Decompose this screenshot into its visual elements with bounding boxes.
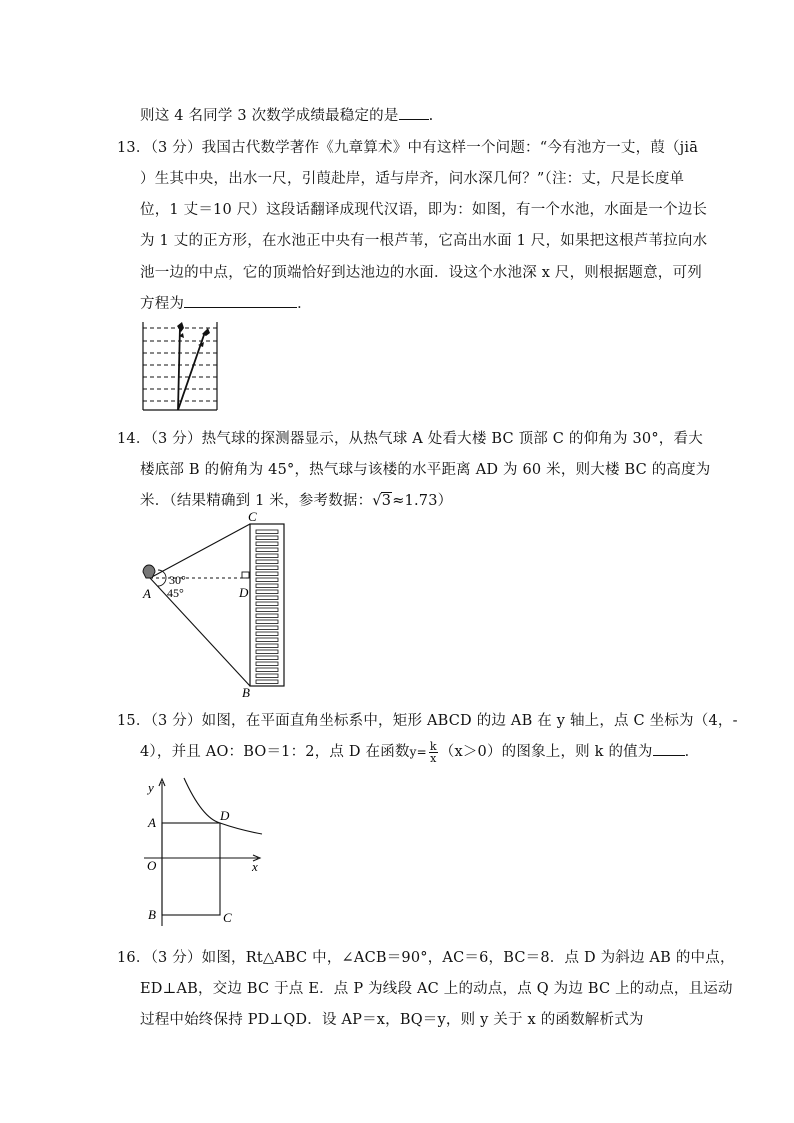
- q15-number: 15．: [117, 713, 151, 729]
- building-window: [256, 656, 278, 660]
- building-window: [256, 602, 278, 606]
- q13-pond-figure: [138, 318, 222, 414]
- building-window: [256, 638, 278, 642]
- label-D: D: [239, 585, 249, 600]
- label-C: C: [248, 510, 257, 524]
- q12-tail: 则这 4 名同学 3 次数学成绩最稳定的是 .: [140, 104, 433, 125]
- building-window: [256, 668, 278, 672]
- q15-answer-blank[interactable]: [653, 741, 685, 756]
- q14-building-figure: [138, 510, 298, 698]
- angle-30-label: 30°: [169, 573, 186, 587]
- building-window: [256, 614, 278, 618]
- building-window: [256, 542, 278, 546]
- q15-line-2: 4），并且 AO：BO＝1：2，点 D 在函数y= $\frac{k}{x}$ （x＞0）的图象上，则 k 的值为 ．: [140, 739, 700, 765]
- building-window: [256, 530, 278, 534]
- building-window: [256, 548, 278, 552]
- building-window: [256, 620, 278, 624]
- point-C-label: C: [223, 910, 232, 925]
- building-window: [256, 626, 278, 630]
- point-A-label: A: [148, 815, 156, 830]
- building-window: [256, 584, 278, 588]
- sqrt-sign: √: [372, 493, 382, 509]
- q14-line-3: 米．（结果精确到 1 米，参考数据：√3≈1.73）: [140, 493, 453, 509]
- building-window: [256, 578, 278, 582]
- building-window: [256, 650, 278, 654]
- q15-line-1: 15．（3 分）如图，在平面直角坐标系中，矩形 ABCD 的边 AB 在 y 轴上，点 C 坐标为（4，-: [117, 713, 738, 729]
- building-window: [256, 680, 278, 684]
- q16-number: 16．: [117, 950, 151, 966]
- point-B-label: B: [148, 907, 156, 922]
- q13-line-5: 池一边的中点，它的顶端恰好到达池边的水面．设这个水池深 x 尺，则根据题意，可列: [140, 265, 702, 281]
- building-window: [256, 674, 278, 678]
- building-windows: [256, 530, 278, 684]
- q13-line-6: 方程为 ．: [140, 292, 312, 313]
- point-D-label: D: [220, 808, 230, 823]
- q13-line-4: 为 1 丈的正方形，在水池正中央有一根芦苇，它高出水面 1 尺，如果把这根芦苇拉向水: [140, 233, 708, 249]
- q13-score: （3 分）: [150, 140, 202, 156]
- building-window: [256, 572, 278, 576]
- q16-score: （3 分）: [150, 950, 202, 966]
- q16-line-2: ED⊥AB，交边 BC 于点 E．点 P 为线段 AC 上的动点，点 Q 为边 BC 上的动点，且运动: [140, 981, 733, 997]
- building-window: [256, 590, 278, 594]
- q16-line-3: 过程中始终保持 PD⊥QD．设 AP＝x，BQ＝y，则 y 关于 x 的函数解析式为: [140, 1012, 644, 1028]
- angle-45-label: 45°: [167, 586, 184, 600]
- q15-score: （3 分）: [150, 713, 202, 729]
- building-window: [256, 632, 278, 636]
- building-window: [256, 554, 278, 558]
- q13-line-3: 位，1 丈＝10 尺）这段话翻译成现代汉语，即为：如图，有一个水池，水面是一个边长: [140, 202, 708, 218]
- q14-number: 14．: [117, 431, 151, 447]
- origin-label: O: [147, 858, 157, 873]
- building-window: [256, 608, 278, 612]
- q13-number: 13．: [117, 140, 151, 156]
- q12-answer-blank[interactable]: [399, 105, 429, 120]
- label-B: B: [242, 685, 250, 698]
- q13-answer-blank[interactable]: [184, 293, 297, 308]
- building-window: [256, 560, 278, 564]
- building-window: [256, 566, 278, 570]
- building-window: [256, 536, 278, 540]
- axis-y-label: y: [148, 780, 154, 795]
- k-over-x-fraction: $\frac{k}{x}$: [429, 739, 437, 765]
- q14-line-1: 14．（3 分）热气球的探测器显示，从热气球 A 处看大楼 BC 顶部 C 的仰角为 30°，看大: [117, 431, 703, 447]
- label-A: A: [143, 586, 151, 601]
- q14-line-2: 楼底部 B 的俯角为 45°，热气球与该楼的水平距离 AD 为 60 米，则大楼 BC 的高度为: [140, 462, 711, 478]
- q16-line-1: 16．（3 分）如图，Rt△ABC 中，∠ACB＝90°，AC＝6，BC＝8．点 D 为斜边 AB 的中点，: [117, 950, 735, 966]
- building-window: [256, 644, 278, 648]
- q15-coordinate-figure: [140, 774, 280, 930]
- axis-x-label: x: [252, 859, 258, 874]
- building-window: [256, 596, 278, 600]
- q13-line-2: ）生其中央，出水一尺，引葭赴岸，适与岸齐，问水深几何？”（注：丈，尺是长度单: [140, 171, 685, 187]
- q13-line-1: 13．（3 分）我国古代数学著作《九章算术》中有这样一个问题：“今有池方一丈，葭（jiā: [117, 140, 699, 156]
- building-window: [256, 662, 278, 666]
- q14-score: （3 分）: [150, 431, 202, 447]
